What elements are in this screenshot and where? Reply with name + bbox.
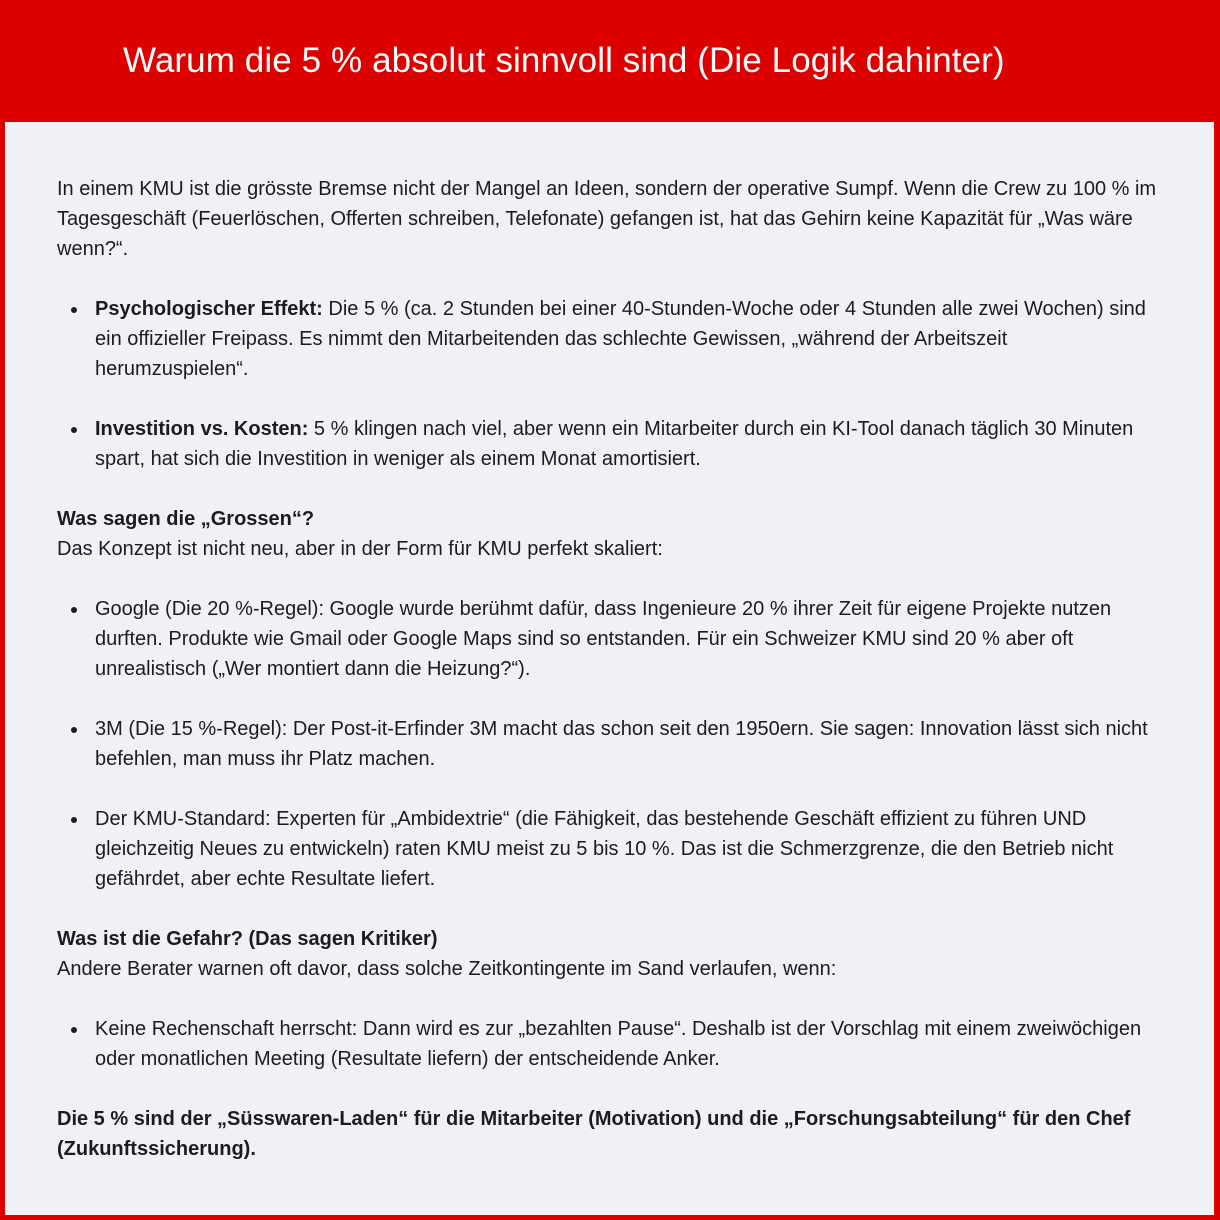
risks-list [57,1014,1157,1074]
list-item-3m: 3M (Die 15 %-Regel): Der Post-it-Erfinder 3M macht das schon seit den 1950ern. Sie sagen: Innovation lässt sich nicht befehlen, man muss ihr Platz machen. [95,714,1157,774]
logic-item-text: 5 % klingen nach viel, aber wenn ein Mitarbeiter durch ein KI-Tool danach täglich 30 Minuten spart, hat sich die Investition in weniger als einem Monat amortisiert. [95,418,1134,470]
content-panel [5,122,1214,1215]
list-item-google: Google (Die 20 %-Regel): Google wurde berühmt dafür, dass Ingenieure 20 % ihrer Zeit für eigene Projekte nutzen durften. Produkte wie Gmail oder Google Maps sind so entstanden. Für ein Schweizer KMU sind 20 % aber oft unrealistisch („Wer montiert dann die Heizung?“). [95,594,1157,684]
logic-item-psychology [95,294,1157,384]
logic-item-text: Die 5 % (ca. 2 Stunden bei einer 40-Stunden-Woche oder 4 Stunden alle zwei Wochen) sind ein offizieller Freipass. Es nimmt den Mitarbeitenden das schlechte Gewissen, „während der Arbeitszeit herumzuspielen“. [95,298,1146,380]
section-heading: Was ist die Gefahr? (Das sagen Kritiker) [57,928,438,950]
list-item-kmu-standard: Der KMU-Standard: Experten für „Ambidextrie“ (die Fähigkeit, das bestehende Geschäft effizient zu führen UND gleichzeitig Neues zu entwickeln) raten KMU meist zu 5 bis 10 %. Das ist die Schmerzgrenze, die den Betrieb nicht gefährdet, aber echte Resultate liefert. [95,804,1157,894]
section-risks [57,924,1157,984]
section-heading: Was sagen die „Grossen“? [57,508,315,530]
header-bar [0,0,1220,122]
conclusion-text: Die 5 % sind der „Süsswaren-Laden“ für die Mitarbeiter (Motivation) und die „Forschungsabteilung“ für den Chef (Zukunftssicherung). [57,1108,1131,1160]
section-subtitle: Das Konzept ist nicht neu, aber in der Form für KMU perfekt skaliert: [57,538,663,560]
section-big-companies [57,504,1157,564]
list-item-accountability: Keine Rechenschaft herrscht: Dann wird es zur „bezahlten Pause“. Deshalb ist der Vorschlag mit einem zweiwöchigen oder monatlichen Meeting (Resultate liefern) der entscheidende Anker. [95,1014,1157,1074]
logic-item-label: Investition vs. Kosten: [95,418,309,440]
section-subtitle: Andere Berater warnen oft davor, dass solche Zeitkontingente im Sand verlaufen, wenn: [57,958,837,980]
logic-item-label: Psychologischer Effekt: [95,298,323,320]
logic-item-investment [95,414,1157,474]
page-title: Warum die 5 % absolut sinnvoll sind (Die Logik dahinter) [123,41,1005,80]
logic-list [57,294,1157,474]
big-companies-list [57,594,1157,894]
content-body [57,174,1157,1164]
intro-paragraph: In einem KMU ist die grösste Bremse nicht der Mangel an Ideen, sondern der operative Sumpf. Wenn die Crew zu 100 % im Tagesgeschäft (Feuerlöschen, Offerten schreiben, Telefonate) gefangen ist, hat das Gehirn keine Kapazität für „Was wäre wenn?“. [57,178,1157,260]
